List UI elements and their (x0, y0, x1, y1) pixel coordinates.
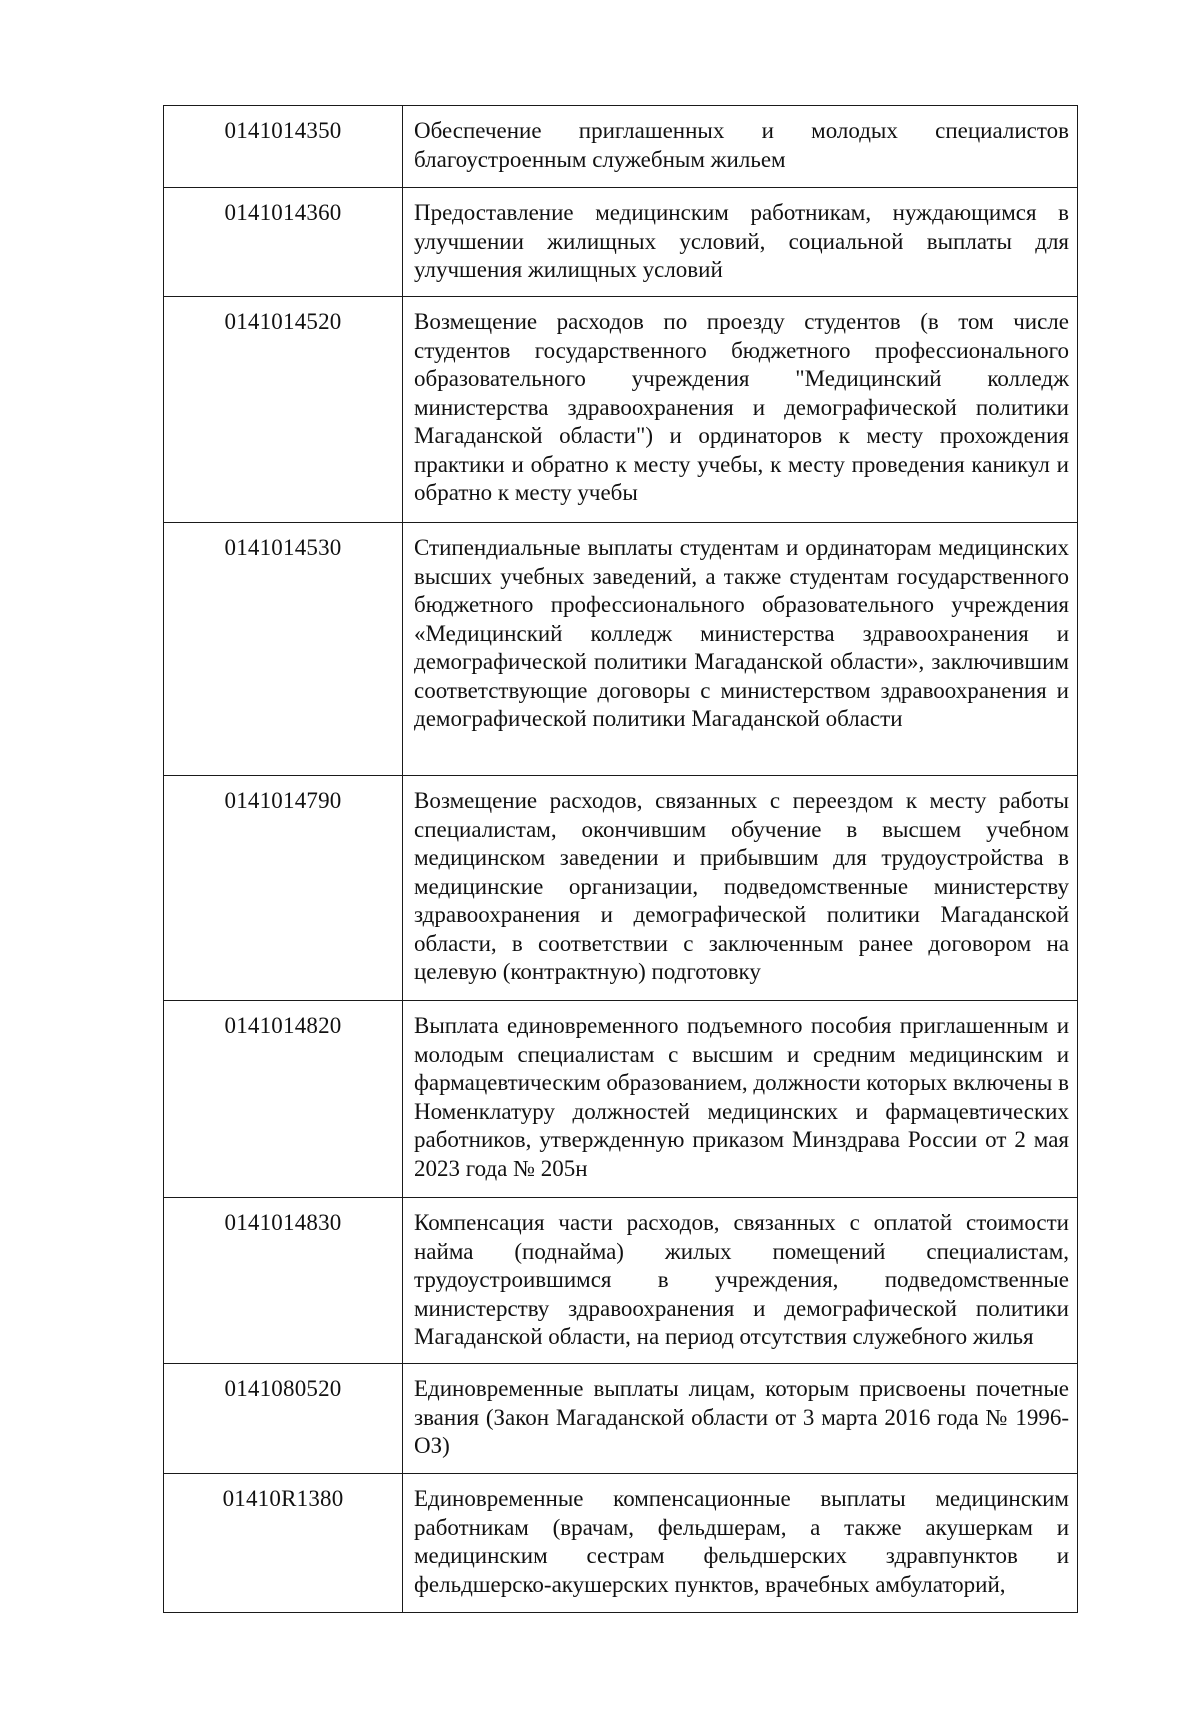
expense-description: Выплата единовременного подъемного пособия приглашенным и молодым специалистам с высшим и средним медицинским и фармацевтическим образованием, должности которых включены в Номенклатуру должностей медицинских и фармацевтических работников, утвержденную приказом Минздрава России от 2 мая 2023 года № 205н (403, 1001, 1078, 1198)
budget-code: 0141014520 (164, 297, 403, 523)
budget-code: 0141014790 (164, 776, 403, 1001)
budget-code: 0141014820 (164, 1001, 403, 1198)
table-row (164, 1198, 1078, 1364)
table-row (164, 188, 1078, 297)
table-row (164, 1364, 1078, 1474)
table-row (164, 297, 1078, 523)
budget-code: 01410R1380 (164, 1474, 403, 1613)
budget-code-table (163, 105, 1078, 1613)
expense-description: Единовременные компенсационные выплаты медицинским работникам (врачам, фельдшерам, а также акушеркам и медицинским сестрам фельдшерских здравпунктов и фельдшерско-акушерских пунктов, врачебных амбулаторий, (403, 1474, 1078, 1613)
expense-description: Возмещение расходов по проезду студентов (в том числе студентов государственного бюджетного профессионального образовательного учреждения "Медицинский колледж министерства здравоохранения и демографической политики Магаданской области") и ординаторов к месту прохождения практики и обратно к месту учебы, к месту проведения каникул и обратно к месту учебы (403, 297, 1078, 523)
table-row (164, 1474, 1078, 1613)
expense-description: Компенсация части расходов, связанных с оплатой стоимости найма (поднайма) жилых помещений специалистам, трудоустроившимся в учреждения, подведомственные министерству здравоохранения и демографической политики Магаданской области, на период отсутствия служебного жилья (403, 1198, 1078, 1364)
table-row (164, 1001, 1078, 1198)
expense-description: Стипендиальные выплаты студентам и ординаторам медицинских высших учебных заведений, а также студентам государственного бюджетного профессионального образовательного учреждения «Медицинский колледж министерства здравоохранения и демографической политики Магаданской области», заключившим соответствующие договоры с министерством здравоохранения и демографической политики Магаданской области (403, 523, 1078, 776)
expense-description: Предоставление медицинским работникам, нуждающимся в улучшении жилищных условий, социальной выплаты для улучшения жилищных условий (403, 188, 1078, 297)
table-row (164, 776, 1078, 1001)
expense-description: Единовременные выплаты лицам, которым присвоены почетные звания (Закон Магаданской области от 3 марта 2016 года № 1996-ОЗ) (403, 1364, 1078, 1474)
budget-code: 0141014830 (164, 1198, 403, 1364)
budget-code: 0141014350 (164, 106, 403, 188)
table-row (164, 106, 1078, 188)
expense-description: Возмещение расходов, связанных с переездом к месту работы специалистам, окончившим обучение в высшем учебном медицинском заведении и прибывшим для трудоустройства в медицинские организации, подведомственные министерству здравоохранения и демографической политики Магаданской области, в соответствии с заключенным ранее договором на целевую (контрактную) подготовку (403, 776, 1078, 1001)
budget-code: 0141014360 (164, 188, 403, 297)
table-row (164, 523, 1078, 776)
expense-description: Обеспечение приглашенных и молодых специалистов благоустроенным служебным жильем (403, 106, 1078, 188)
budget-code: 0141080520 (164, 1364, 403, 1474)
budget-code: 0141014530 (164, 523, 403, 776)
